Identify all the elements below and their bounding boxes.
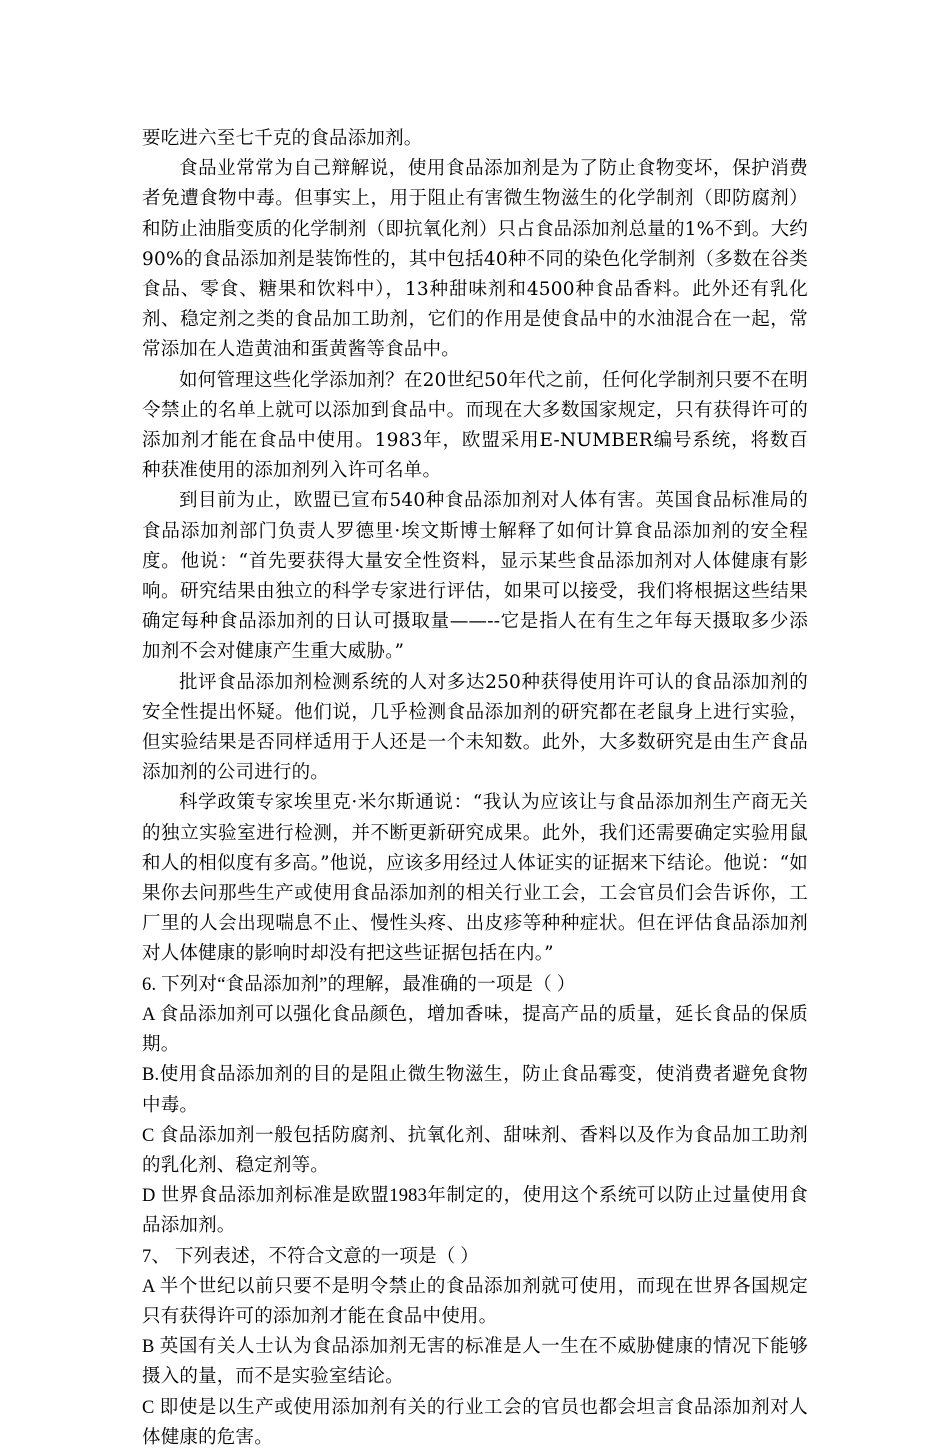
- document-page: [142, 124, 808, 1453]
- question-6-option-a: A 食品添加剂可以强化食品颜色，增加香味，提高产品的质量，延长食品的保质期。: [142, 1004, 808, 1056]
- question-6-stem: 6. 下列对“食品添加剂”的理解，最准确的一项是（ ）: [142, 974, 576, 995]
- article-paragraph: 批评食品添加剂检测系统的人对多达250种获得使用许可认的食品添加剂的安全性提出怀疑。他们说，几乎检测食品添加剂的研究都在老鼠身上进行实验，但实验结果是否同样适用于人还是一个未知数。此外，大多数研究是由生产食品添加剂的公司进行的。: [142, 671, 808, 784]
- article-paragraph: 要吃进六至七千克的食品添加剂。: [142, 128, 423, 149]
- question-7-stem: 7、 下列表述，不符合文意的一项是（ ）: [142, 1246, 480, 1267]
- question-7-option-c: C 即使是以生产或使用添加剂有关的行业工会的官员也都会坦言食品添加剂对人体健康的危害。: [142, 1397, 808, 1448]
- question-6-option-c: C 食品添加剂一般包括防腐剂、抗氧化剂、甜味剂、香料以及作为食品加工助剂的乳化剂、稳定剂等。: [142, 1125, 808, 1176]
- article-paragraph: 如何管理这些化学添加剂？在20世纪50年代之前，任何化学制剂只要不在明令禁止的名单上就可以添加到食品中。而现在大多数国家规定，只有获得许可的添加剂才能在食品中使用。1983年，欧盟采用E-NUMBER编号系统，将数百种获准使用的添加剂列入许可名单。: [142, 369, 808, 482]
- question-7-option-a: A 半个世纪以前只要不是明令禁止的食品添加剂就可使用，而现在世界各国规定只有获得许可的添加剂才能在食品中使用。: [142, 1276, 808, 1327]
- article-paragraph: 科学政策专家埃里克·米尔斯通说：“我认为应该让与食品添加剂生产商无关的独立实验室进行检测，并不断更新研究成果。此外，我们还需要确定实验用鼠和人的相似度有多高。”他说，应该多用经过人体证实的证据来下结论。他说：“如果你去问那些生产或使用食品添加剂的相关行业工会，工会官员们会告诉你，工厂里的人会出现喘息不止、慢性头疼、出皮疹等种种症状。但在评估食品添加剂对人体健康的影响时却没有把这些证据包括在内。”: [142, 792, 808, 965]
- question-7-option-b: B 英国有关人士认为食品添加剂无害的标准是人一生在不威胁健康的情况下能够摄入的量，而不是实验室结论。: [142, 1337, 808, 1388]
- question-6-option-d: D 世界食品添加剂标准是欧盟1983年制定的，使用这个系统可以防止过量使用食品添加剂。: [142, 1186, 808, 1237]
- question-6-option-b: B.使用食品添加剂的目的是阻止微生物滋生，防止食品霉变，使消费者避免食物中毒。: [142, 1065, 808, 1116]
- article-paragraph: 到目前为止，欧盟已宣布540种食品添加剂对人体有害。英国食品标准局的食品添加剂部门负责人罗德里·埃文斯博士解释了如何计算食品添加剂的安全程度。他说：“首先要获得大量安全性资料，显示某些食品添加剂对人体健康有影响。研究结果由独立的科学专家进行评估，如果可以接受，我们将根据这些结果确定每种食品添加剂的日认可摄取量——--它是指人在有生之年每天摄取多少添加剂不会对健康产生重大威胁。”: [142, 490, 808, 663]
- article-paragraph: 食品业常常为自己辩解说，使用食品添加剂是为了防止食物变坏，保护消费者免遭食物中毒。但事实上，用于阻止有害微生物滋生的化学制剂（即防腐剂）和防止油脂变质的化学制剂（即抗氧化剂）只占食品添加剂总量的1%不到。大约90%的食品添加剂是装饰性的，其中包括40种不同的染色化学制剂（多数在谷类食品、零食、糖果和饮料中），13种甜味剂和4500种食品香料。此外还有乳化剂、稳定剂之类的食品加工助剂，它们的作用是使食品中的水油混合在一起，常常添加在人造黄油和蛋黄酱等食品中。: [142, 158, 808, 361]
